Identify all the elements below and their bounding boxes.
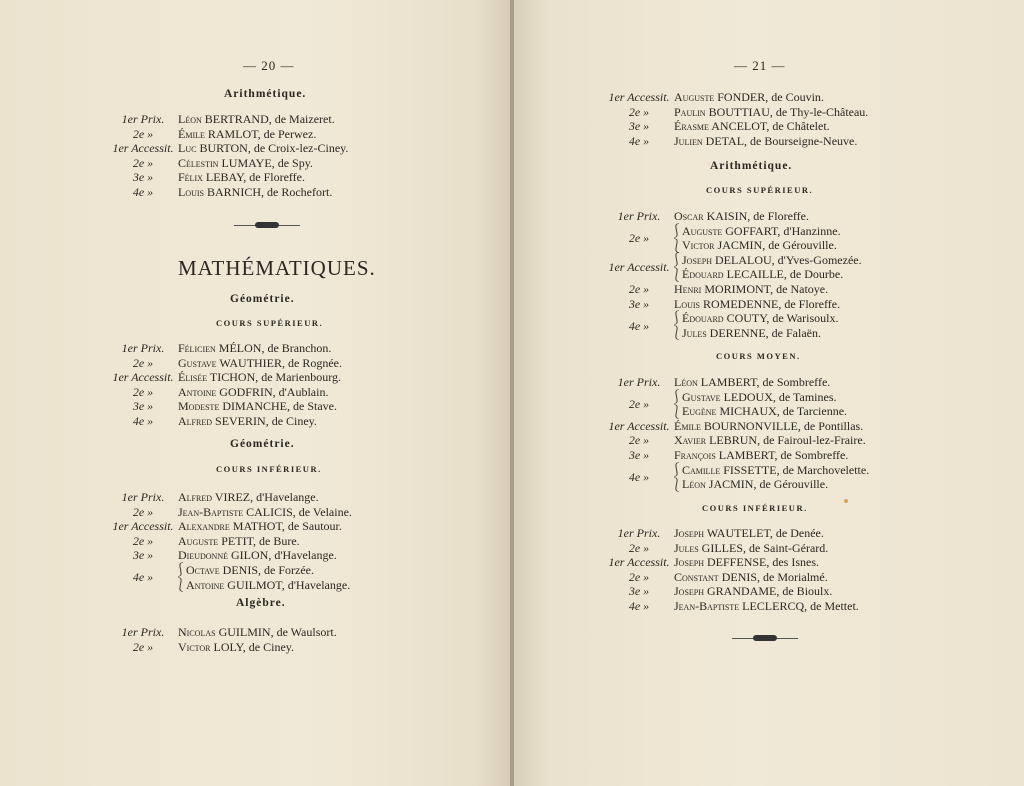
student-name bbox=[178, 170, 305, 184]
last-name: DIMANCHE bbox=[222, 399, 288, 414]
subheading-cours-superieur: COURS SUPÉRIEUR. bbox=[216, 318, 324, 328]
last-name: LEDOUX bbox=[723, 389, 773, 404]
place-name: , de Rognée. bbox=[282, 355, 342, 370]
section-heading-arithmetique: Arithmétique. bbox=[224, 88, 307, 100]
place-name: , de Velaine. bbox=[292, 504, 352, 519]
last-name: WAUTELET bbox=[706, 526, 770, 540]
last-name: LECAILLE bbox=[726, 267, 784, 282]
student-name bbox=[178, 356, 342, 370]
place-name: , de Morialmé. bbox=[757, 569, 828, 584]
award-rank: 4e » bbox=[132, 414, 154, 428]
section-heading-algebre: Algèbre. bbox=[236, 597, 286, 609]
place-name: , de Denée. bbox=[769, 526, 824, 540]
subheading-cours-inferieur-right: COURS INFÉRIEUR. bbox=[702, 503, 808, 513]
place-name: , de Forzée. bbox=[258, 563, 314, 577]
ornamental-rule bbox=[234, 221, 300, 229]
first-name: Eugène bbox=[682, 404, 717, 419]
first-name: Célestin bbox=[178, 155, 219, 170]
first-name: Léon bbox=[682, 477, 706, 492]
award-rank: 4e » bbox=[628, 133, 650, 148]
award-rank: 1er Accessit. bbox=[608, 555, 670, 570]
place-name: , de Thy-le-Château. bbox=[769, 104, 869, 119]
place-name: , de Bure. bbox=[253, 533, 300, 548]
student-name bbox=[674, 526, 824, 540]
award-rank: 2e » bbox=[628, 230, 650, 245]
student-name bbox=[682, 311, 839, 325]
student-name bbox=[178, 640, 294, 654]
place-name: , de Floreffe. bbox=[243, 170, 306, 185]
award-rank: 1er Accessit. bbox=[608, 90, 670, 104]
student-name bbox=[674, 570, 828, 584]
first-name: Édouard bbox=[682, 311, 724, 326]
first-name: Léon bbox=[178, 112, 202, 126]
place-name: , d'Havelange. bbox=[268, 548, 337, 563]
last-name: GODFRIN bbox=[219, 384, 273, 399]
student-name bbox=[682, 326, 821, 340]
place-name: , de Sautour. bbox=[281, 519, 342, 534]
award-rank: 2e » bbox=[132, 504, 154, 519]
first-name: Élisée bbox=[178, 370, 208, 385]
student-name bbox=[682, 477, 828, 491]
award-rank: 1er Prix. bbox=[121, 112, 165, 126]
award-rank: 3e » bbox=[132, 399, 154, 414]
place-name: , de Châtelet. bbox=[766, 119, 830, 134]
first-name: Gustave bbox=[178, 355, 217, 370]
student-name bbox=[674, 584, 832, 598]
place-name: , de Tamines. bbox=[772, 389, 837, 404]
first-name: Victor bbox=[178, 639, 211, 654]
student-name bbox=[674, 209, 809, 223]
place-name: , de Spy. bbox=[271, 155, 313, 170]
award-rank: 4e » bbox=[132, 185, 154, 199]
brace-icon: ⎰ ⎱ bbox=[670, 388, 684, 419]
last-name: LAMBERT bbox=[700, 375, 757, 389]
award-rank: 2e » bbox=[132, 533, 154, 548]
first-name: Alexandre bbox=[178, 519, 230, 534]
award-rank: 1er Prix. bbox=[617, 209, 661, 223]
place-name: , de Croix-lez-Ciney. bbox=[247, 141, 349, 156]
last-name: GUILMIN bbox=[218, 625, 271, 639]
award-rank: 2e » bbox=[132, 126, 154, 141]
place-name: , de Saint-Gérard. bbox=[743, 540, 829, 555]
last-name: FONDER bbox=[717, 90, 766, 104]
award-rank: 1er Accessit. bbox=[112, 141, 174, 156]
student-name bbox=[186, 578, 350, 592]
student-name bbox=[178, 534, 300, 548]
place-name: , de Marchovelette. bbox=[776, 462, 870, 477]
place-name: , de Floreffe. bbox=[747, 209, 810, 223]
first-name: Auguste bbox=[682, 223, 723, 238]
place-name: , de Gérouville. bbox=[753, 477, 829, 492]
place-name: , de Pontillas. bbox=[797, 418, 864, 433]
student-name bbox=[674, 134, 857, 148]
student-name bbox=[682, 267, 843, 281]
last-name: ROMEDENNE bbox=[703, 296, 779, 311]
last-name: MATHOT bbox=[232, 519, 282, 534]
first-name: Louis bbox=[674, 296, 700, 311]
place-name: , de Ciney. bbox=[242, 639, 294, 654]
first-name: Antoine bbox=[178, 384, 217, 399]
place-name: , de Falaën. bbox=[765, 325, 821, 340]
first-name: Félix bbox=[178, 170, 203, 185]
place-name: , de Mettet. bbox=[804, 599, 859, 613]
first-name: Alfred bbox=[178, 414, 213, 428]
first-name: François bbox=[674, 448, 716, 462]
award-rank: 3e » bbox=[628, 119, 650, 134]
place-name: , de Dourbe. bbox=[783, 267, 844, 282]
first-name: Gustave bbox=[682, 389, 721, 404]
last-name: JACMIN bbox=[708, 477, 754, 492]
student-name bbox=[178, 156, 313, 170]
award-rank: 1er Accessit. bbox=[112, 519, 174, 534]
last-name: DEFFENSE bbox=[707, 555, 767, 570]
student-name bbox=[178, 519, 342, 533]
award-rank: 3e » bbox=[628, 296, 650, 311]
place-name: , d'Havelange. bbox=[281, 577, 351, 592]
place-name: , des Isnes. bbox=[766, 555, 820, 570]
place-name: , de Rochefort. bbox=[261, 185, 333, 199]
place-name: , d'Yves-Gomezée. bbox=[771, 252, 862, 267]
place-name: , de Natoye. bbox=[770, 282, 829, 296]
last-name: LECLERCQ bbox=[742, 599, 805, 613]
award-rank: 2e » bbox=[132, 384, 154, 399]
place-name: , de Waulsort. bbox=[270, 625, 337, 639]
place-name: , de Maizeret. bbox=[268, 112, 335, 126]
award-rank: 2e » bbox=[132, 639, 154, 654]
first-name: Alfred bbox=[178, 490, 213, 504]
student-name bbox=[682, 224, 841, 238]
brace-icon: ⎰ ⎱ bbox=[670, 461, 684, 492]
first-name: Érasme bbox=[674, 119, 709, 134]
award-rank: 2e » bbox=[628, 396, 650, 411]
student-name bbox=[178, 414, 317, 428]
last-name: ANCELOT bbox=[711, 119, 767, 134]
first-name: Xavier bbox=[674, 433, 707, 448]
award-rank: 1er Prix. bbox=[617, 526, 661, 540]
place-name: , de Floreffe. bbox=[778, 296, 841, 311]
student-name bbox=[178, 548, 337, 562]
subheading-cours-superieur-right: COURS SUPÉRIEUR. bbox=[706, 185, 814, 195]
subheading-cours-inferieur: COURS INFÉRIEUR. bbox=[216, 464, 322, 474]
last-name: RAMLOT bbox=[207, 126, 258, 141]
student-name bbox=[178, 185, 332, 199]
last-name: DERENNE bbox=[709, 325, 766, 340]
place-name: , de Perwez. bbox=[257, 126, 317, 141]
last-name: DENIS bbox=[721, 569, 758, 584]
first-name: Modeste bbox=[178, 399, 220, 414]
section-heading-geometrie-inferieur: Géométrie. bbox=[230, 438, 295, 450]
section-heading-arithmetique-right: Arithmétique. bbox=[710, 160, 793, 172]
brace-icon: ⎰ ⎱ bbox=[670, 310, 684, 341]
award-rank: 4e » bbox=[628, 318, 650, 333]
award-rank: 2e » bbox=[132, 355, 154, 370]
award-rank: 1er Prix. bbox=[121, 341, 165, 355]
place-name: , de Couvin. bbox=[765, 90, 824, 104]
award-rank: 1er Accessit. bbox=[112, 370, 174, 385]
last-name: MORIMONT bbox=[704, 282, 771, 296]
place-name: , de Branchon. bbox=[261, 341, 332, 355]
first-name: Joseph bbox=[674, 526, 705, 540]
student-name bbox=[178, 112, 335, 126]
page-number-20: — 20 — bbox=[243, 58, 295, 73]
student-name bbox=[674, 419, 863, 433]
first-name: Octave bbox=[186, 563, 220, 577]
first-name: Félicien bbox=[178, 341, 216, 355]
first-name: Victor bbox=[682, 238, 715, 253]
award-rank: 4e » bbox=[628, 599, 650, 613]
student-name bbox=[674, 105, 868, 119]
last-name: BERTRAND bbox=[204, 112, 269, 126]
place-name: , de Stave. bbox=[287, 399, 338, 414]
student-name bbox=[178, 625, 337, 639]
award-rank: 3e » bbox=[628, 584, 650, 599]
student-name bbox=[682, 238, 837, 252]
last-name: LAMBERT bbox=[718, 448, 775, 462]
first-name: Auguste bbox=[674, 90, 715, 104]
first-name: Julien bbox=[674, 133, 703, 148]
first-name: Joseph bbox=[674, 555, 705, 570]
student-name bbox=[682, 390, 836, 404]
award-rank: 3e » bbox=[132, 170, 154, 185]
student-name bbox=[178, 370, 341, 384]
last-name: DENIS bbox=[222, 563, 259, 577]
last-name: CALICIS bbox=[246, 504, 293, 519]
place-name: , d'Aublain. bbox=[272, 384, 329, 399]
place-name: , de Gérouville. bbox=[762, 238, 837, 253]
first-name: Jean-Baptiste bbox=[178, 504, 244, 519]
last-name: LUMAYE bbox=[221, 155, 272, 170]
last-name: LOLY bbox=[213, 639, 243, 654]
ornamental-rule-right bbox=[732, 634, 798, 642]
place-name: , de Ciney. bbox=[265, 414, 317, 428]
student-name bbox=[178, 127, 316, 141]
first-name: Antoine bbox=[186, 577, 225, 592]
place-name: , d'Hanzinne. bbox=[777, 223, 841, 238]
last-name: SEVERIN bbox=[215, 414, 266, 428]
first-name: Jean-Baptiste bbox=[674, 599, 740, 613]
last-name: TICHON bbox=[209, 370, 256, 385]
last-name: LEBRUN bbox=[709, 433, 758, 448]
last-name: DETAL bbox=[705, 133, 745, 148]
last-name: DELALOU bbox=[715, 252, 772, 267]
first-name: Auguste bbox=[178, 533, 219, 548]
student-name bbox=[674, 555, 819, 569]
first-name: Constant bbox=[674, 569, 719, 584]
first-name: Jules bbox=[674, 540, 699, 555]
student-name bbox=[178, 490, 319, 504]
first-name: Dieudonné bbox=[178, 548, 228, 563]
student-name bbox=[674, 119, 830, 133]
award-rank: 1er Accessit. bbox=[608, 418, 670, 433]
award-rank: 1er Prix. bbox=[121, 490, 165, 504]
first-name: Émile bbox=[674, 418, 701, 433]
first-name: Luc bbox=[178, 141, 197, 156]
last-name: JACMIN bbox=[717, 238, 763, 253]
first-name: Oscar bbox=[674, 209, 704, 223]
last-name: VIREZ bbox=[214, 490, 251, 504]
student-name bbox=[674, 282, 828, 296]
first-name: Paulin bbox=[674, 104, 706, 119]
brace-icon: ⎰ ⎱ bbox=[174, 562, 188, 592]
last-name: GUILMOT bbox=[227, 577, 282, 592]
place-name: , de Fairoul-lez-Fraire. bbox=[757, 433, 866, 448]
page-number-21: — 21 — bbox=[734, 58, 786, 73]
award-rank: 2e » bbox=[628, 433, 650, 448]
place-name: , de Sombreffe. bbox=[774, 448, 849, 462]
student-name bbox=[682, 463, 869, 477]
first-name: Édouard bbox=[682, 267, 724, 282]
last-name: GILON bbox=[231, 548, 269, 563]
right-page bbox=[514, 0, 1024, 786]
first-name: Louis bbox=[178, 185, 204, 199]
student-name bbox=[178, 341, 331, 355]
last-name: GRANDAME bbox=[707, 584, 777, 599]
paper-stain bbox=[844, 499, 848, 503]
student-name bbox=[186, 563, 314, 577]
award-rank: 2e » bbox=[628, 104, 650, 119]
first-name: Joseph bbox=[674, 584, 705, 599]
student-name bbox=[674, 90, 824, 104]
last-name: GOFFART bbox=[725, 223, 778, 238]
first-name: Camille bbox=[682, 462, 721, 477]
award-rank: 2e » bbox=[132, 155, 154, 170]
section-heading-geometrie-superieur: Géométrie. bbox=[230, 293, 295, 305]
award-rank: 1er Accessit. bbox=[608, 260, 670, 275]
student-name bbox=[674, 448, 848, 462]
last-name: COUTY bbox=[726, 311, 767, 326]
student-name bbox=[674, 297, 840, 311]
student-name bbox=[682, 404, 847, 418]
last-name: LEBAY bbox=[205, 170, 244, 185]
last-name: WAUTHIER bbox=[219, 355, 283, 370]
student-name bbox=[178, 141, 348, 155]
first-name: Léon bbox=[674, 375, 698, 389]
student-name bbox=[682, 253, 862, 267]
place-name: , d'Havelange. bbox=[250, 490, 319, 504]
last-name: BOUTTIAU bbox=[708, 104, 770, 119]
award-rank: 1er Prix. bbox=[617, 375, 661, 389]
place-name: , de Warisoulx. bbox=[766, 311, 839, 326]
brace-icon: ⎰ ⎱ bbox=[670, 251, 684, 282]
award-rank: 2e » bbox=[628, 569, 650, 584]
student-name bbox=[178, 385, 328, 399]
place-name: , de Marienbourg. bbox=[255, 370, 341, 385]
last-name: BURTON bbox=[199, 141, 248, 156]
award-rank: 3e » bbox=[132, 548, 154, 563]
brace-icon: ⎰ ⎱ bbox=[670, 222, 684, 253]
first-name: Joseph bbox=[682, 252, 713, 267]
award-rank: 2e » bbox=[628, 282, 650, 296]
subheading-cours-moyen: COURS MOYEN. bbox=[716, 351, 801, 361]
place-name: , de Bourseigne-Neuve. bbox=[744, 133, 858, 148]
last-name: BARNICH bbox=[207, 185, 262, 199]
place-name: , de Sombreffe. bbox=[756, 375, 831, 389]
last-name: BOURNONVILLE bbox=[703, 418, 798, 433]
last-name: FISSETTE bbox=[723, 462, 777, 477]
student-name bbox=[674, 541, 828, 555]
award-rank: 4e » bbox=[628, 469, 650, 484]
award-rank: 1er Prix. bbox=[121, 625, 165, 639]
student-name bbox=[674, 375, 830, 389]
place-name: , de Bioulx. bbox=[776, 584, 833, 599]
section-title-mathematiques: MATHÉMATIQUES. bbox=[178, 256, 376, 280]
last-name: GILLES bbox=[701, 540, 743, 555]
first-name: Jules bbox=[682, 325, 707, 340]
last-name: KAISIN bbox=[706, 209, 748, 223]
last-name: MICHAUX bbox=[719, 404, 777, 419]
student-name bbox=[178, 505, 352, 519]
last-name: MÉLON bbox=[218, 341, 262, 355]
student-name bbox=[674, 599, 859, 613]
first-name: Henri bbox=[674, 282, 702, 296]
award-rank: 4e » bbox=[132, 570, 154, 585]
award-rank: 3e » bbox=[628, 448, 650, 462]
first-name: Émile bbox=[178, 126, 205, 141]
last-name: PETIT bbox=[221, 533, 254, 548]
first-name: Nicolas bbox=[178, 625, 216, 639]
award-rank: 2e » bbox=[628, 540, 650, 555]
student-name bbox=[674, 433, 866, 447]
place-name: , de Tarcienne. bbox=[776, 404, 848, 419]
student-name bbox=[178, 399, 337, 413]
